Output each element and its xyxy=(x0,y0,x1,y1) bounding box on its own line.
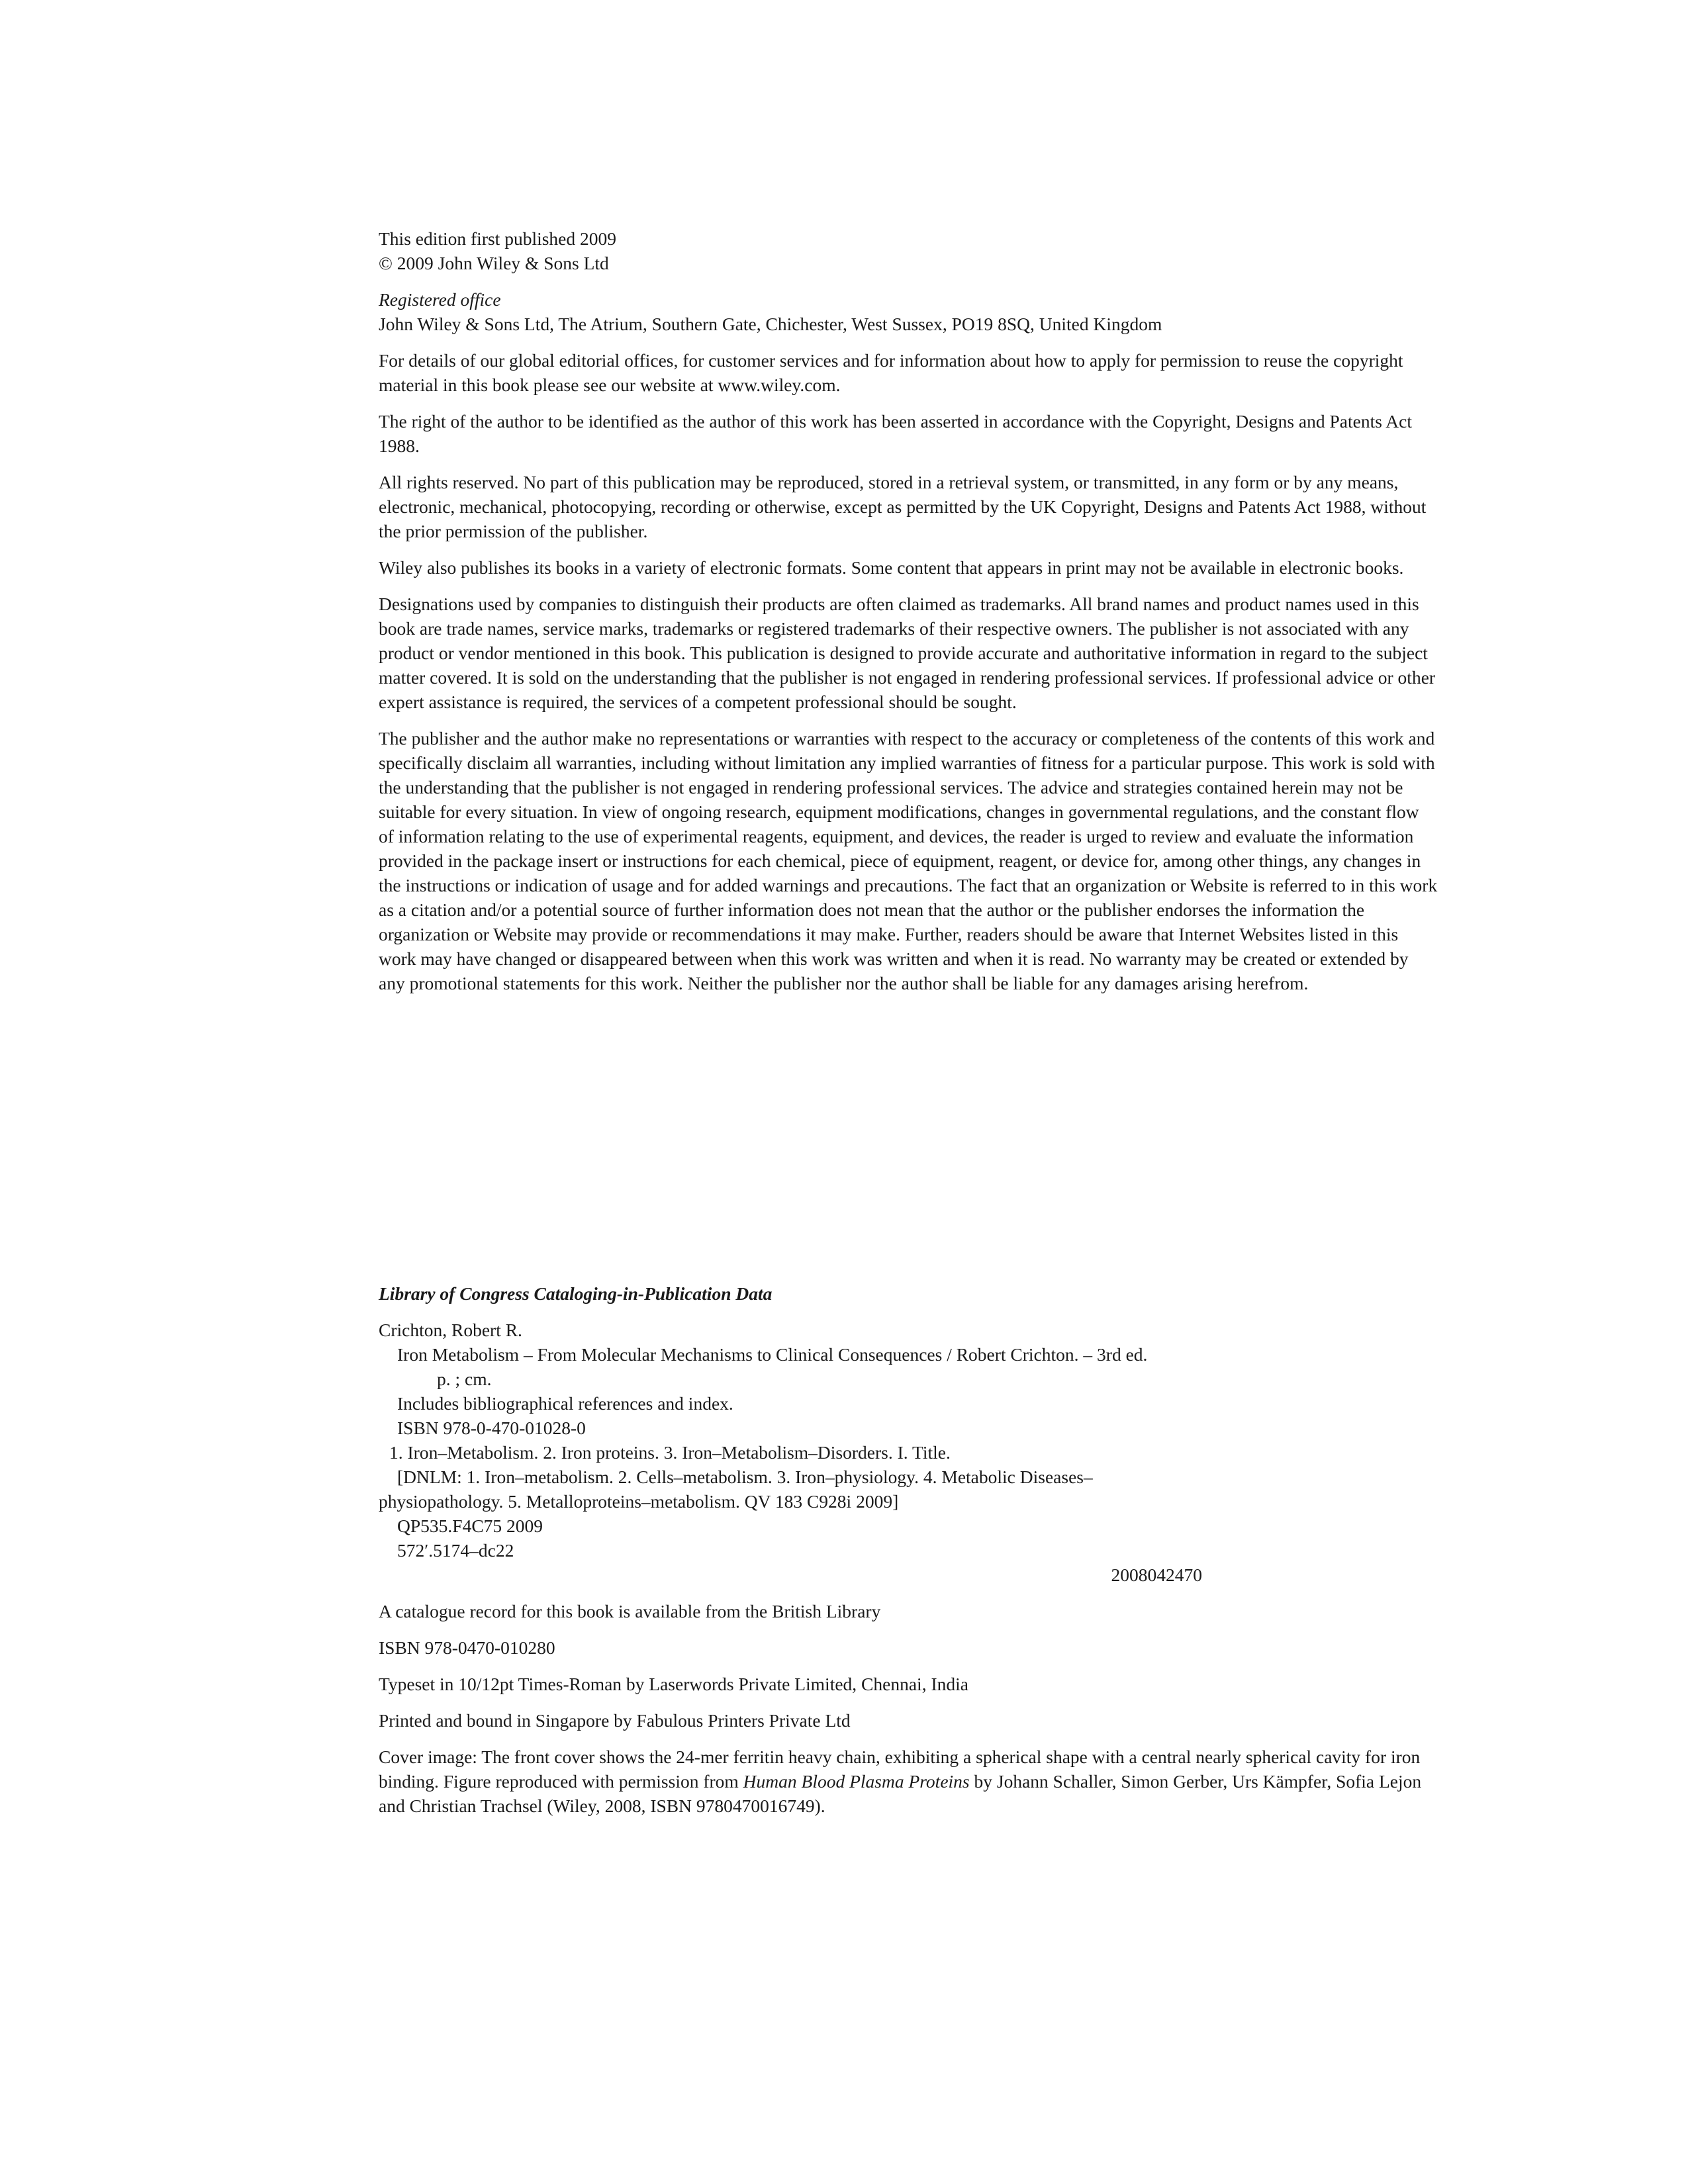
trademarks-paragraph: Designations used by companies to distinguish their products are often claimed as trademarks. All brand names and product names used in this book are trade names, service marks, trademarks or registered trademarks of their respective owners. The publisher is not associated with any product or vendor mentioned in this book. This publication is designed to provide accurate and authoritative information in regard to the subject matter covered. It is sold on the understanding that the publisher is not engaged in rendering professional services. If professional advice or other expert assistance is required, the services of a competent professional should be sought. xyxy=(379,594,1436,712)
cip-dewey: 572′.5174–dc22 xyxy=(397,1540,514,1561)
cip-record xyxy=(379,1318,1438,1587)
isbn-statement: ISBN 978-0470-010280 xyxy=(379,1637,555,1658)
cip-notes: Includes bibliographical references and index. xyxy=(397,1393,733,1414)
registered-office xyxy=(379,287,1438,336)
cip-physical: p. ; cm. xyxy=(437,1369,492,1389)
electronic-formats-paragraph: Wiley also publishes its books in a variety of electronic formats. Some content that appears in print may not be available in electronic books. xyxy=(379,557,1404,578)
cover-image-statement xyxy=(379,1745,1438,1818)
rights-reserved-paragraph: All rights reserved. No part of this publication may be reproduced, stored in a retrieval system, or transmitted, in any form or by any means, electronic, mechanical, photocopying, recording or otherwise, except as permitted by the UK Copyright, Designs and Patents Act 1988, without the prior permission of the publisher. xyxy=(379,472,1427,541)
copyright-section xyxy=(379,226,1438,1007)
copyright-line: © 2009 John Wiley & Sons Ltd xyxy=(379,253,609,273)
cover-book-title: Human Blood Plasma Proteins xyxy=(743,1771,970,1792)
cover-text-end: by Johann Schaller, Simon Gerber, Urs Kämpfer, Sofia Lejon and Christian Trachsel (Wiley, 2008, ISBN 9780470016749). xyxy=(379,1771,1422,1816)
edition-line: This edition first published 2009 xyxy=(379,228,617,249)
cip-isbn: ISBN 978-0-470-01028-0 xyxy=(397,1418,586,1438)
printed-statement: Printed and bound in Singapore by Fabulous Printers Private Ltd xyxy=(379,1710,851,1731)
cip-section xyxy=(379,1281,1438,1830)
cip-dnlm-line-1: [DNLM: 1. Iron–metabolism. 2. Cells–metabolism. 3. Iron–physiology. 4. Metabolic Diseases– xyxy=(397,1467,1093,1487)
registered-office-label: Registered office xyxy=(379,289,501,310)
typeset-statement: Typeset in 10/12pt Times-Roman by Laserwords Private Limited, Chennai, India xyxy=(379,1674,968,1694)
cip-dnlm-line-2: physiopathology. 5. Metalloproteins–metabolism. QV 183 C928i 2009] xyxy=(379,1491,899,1512)
author-rights-paragraph: The right of the author to be identified as the author of this work has been asserted in accordance with the Copyright, Designs and Patents Act 1988. xyxy=(379,411,1412,456)
cip-heading: Library of Congress Cataloging-in-Publication Data xyxy=(379,1283,773,1304)
edition-statement xyxy=(379,226,1438,275)
registered-office-address: John Wiley & Sons Ltd, The Atrium, Southern Gate, Chichester, West Sussex, PO19 8SQ, United Kingdom xyxy=(379,314,1162,334)
cip-author: Crichton, Robert R. xyxy=(379,1320,522,1340)
editorial-offices-paragraph: For details of our global editorial offices, for customer services and for information about how to apply for permission to reuse the copyright material in this book please see our website at www.wiley.com. xyxy=(379,350,1403,395)
cip-lccn: 2008042470 xyxy=(1111,1565,1202,1585)
cover-text-start: Cover image: The front cover shows the 24-mer ferritin heavy chain, exhibiting a spherical shape with a central nearly spherical cavity for iron binding. Figure reproduced with permission from xyxy=(379,1747,1421,1792)
disclaimer-paragraph: The publisher and the author make no representations or warranties with respect to the accuracy or completeness of the contents of this work and specifically disclaim all warranties, including without limitation any implied warranties of fitness for a particular purpose. This work is sold with the understanding that the publisher is not engaged in rendering professional services. The advice and strategies contained herein may not be suitable for every situation. In view of ongoing research, equipment modifications, changes in governmental regulations, and the constant flow of information relating to the use of experimental reagents, equipment, and devices, the reader is urged to review and evaluate the information provided in the package insert or instructions for each chemical, piece of equipment, reagent, or device for, among other things, any changes in the instructions or indication of usage and for added warnings and precautions. The fact that an organization or Website is referred to in this work as a citation and/or a potential source of further information does not mean that the author or the publisher endorses the information the organization or Website may provide or recommendations it may make. Further, readers should be aware that Internet Websites listed in this work may have changed or disappeared between when this work was written and when it is read. No warranty may be created or extended by any promotional statements for this work. Neither the publisher nor the author shall be liable for any damages arising herefrom. xyxy=(379,728,1438,993)
cip-subjects: 1. Iron–Metabolism. 2. Iron proteins. 3. Iron–Metabolism–Disorders. I. Title. xyxy=(389,1442,951,1463)
cip-title: Iron Metabolism – From Molecular Mechanisms to Clinical Consequences / Robert Crichton. – 3rd ed. xyxy=(397,1344,1148,1365)
cip-lc-class: QP535.F4C75 2009 xyxy=(397,1516,543,1536)
british-library-statement: A catalogue record for this book is available from the British Library xyxy=(379,1601,881,1621)
